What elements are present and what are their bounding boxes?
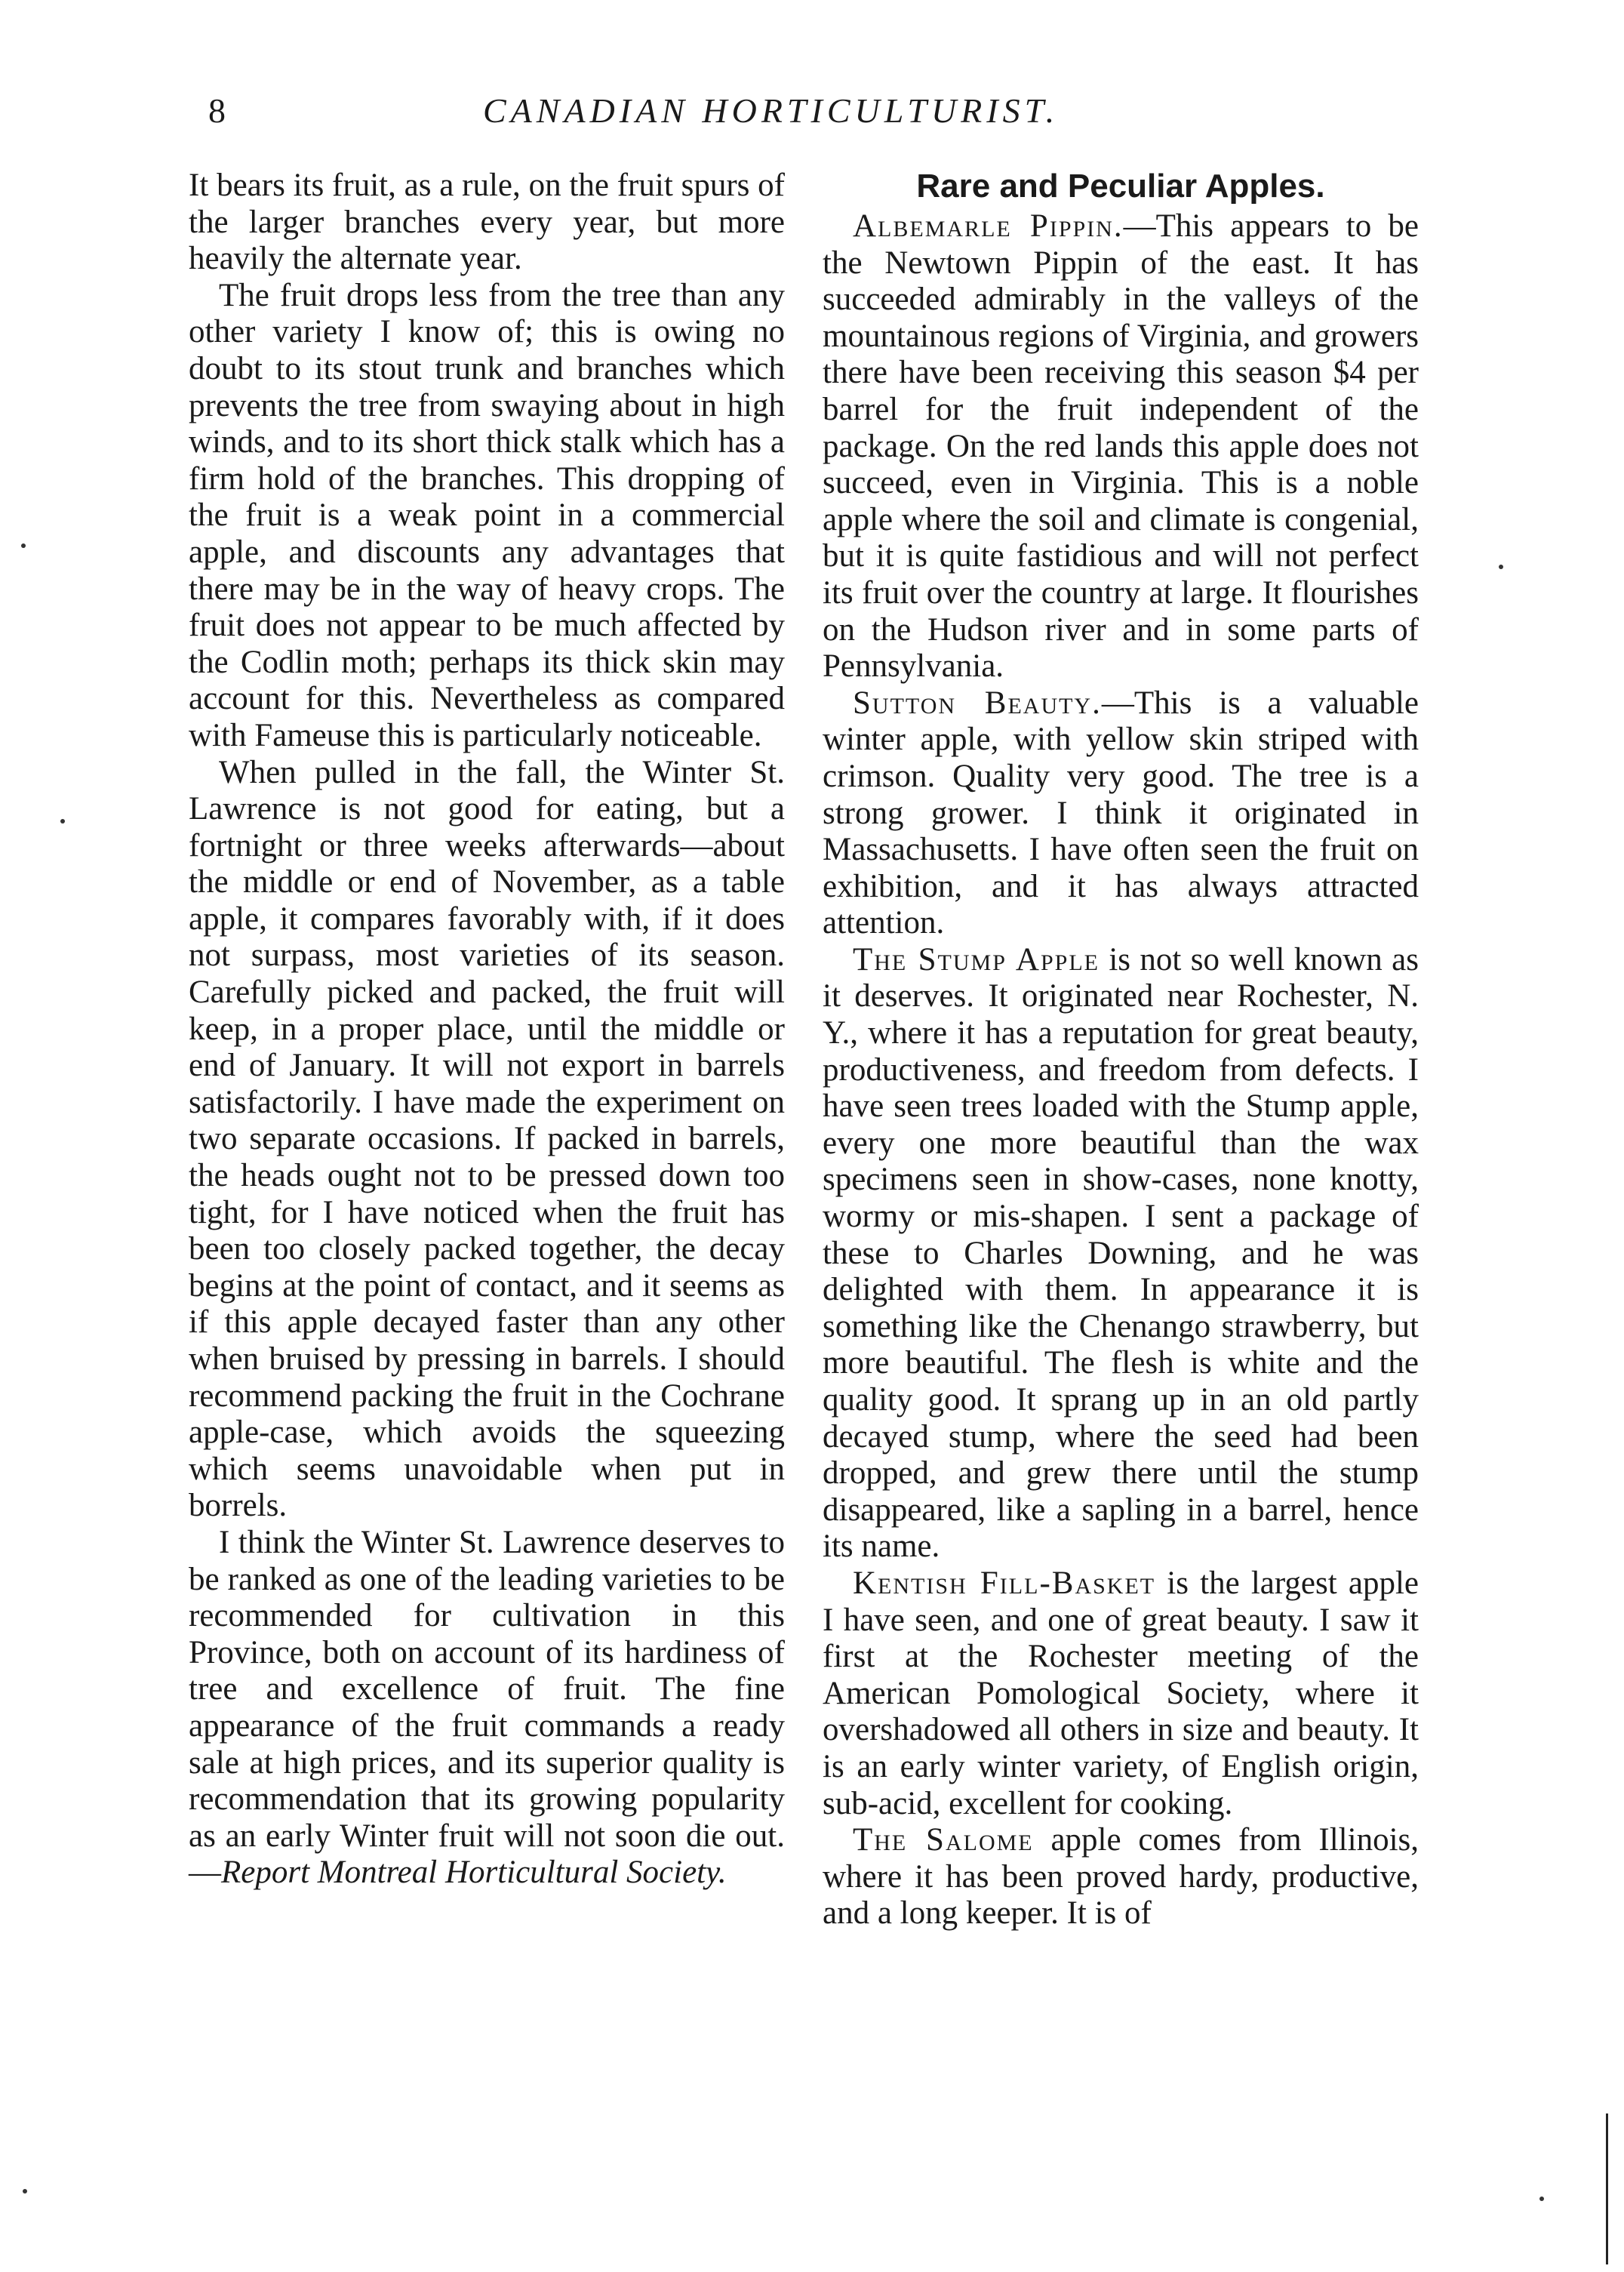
margin-speck [23, 2189, 27, 2193]
left-column [189, 168, 785, 1892]
margin-speck [60, 819, 65, 824]
apple-name-kentish: Kentish Fill-Basket [853, 1565, 1156, 1601]
apple-name-sutton: Sutton Beauty. [853, 685, 1102, 721]
margin-speck [1539, 2197, 1544, 2201]
apple-name-albemarle: Albemarle Pippin. [853, 208, 1124, 244]
paragraph-stump [823, 942, 1419, 1565]
apple-name-salome: The Salome [853, 1822, 1034, 1858]
paragraph-fruit-drops: The fruit drops less from the tree than any other variety I know of; this is owing no doubt to its stout trunk and branches which prevents the tree from swaying about in high winds, and to its short thick stalk which has a firm hold of the branches. This dropping of the fruit is a weak point in a commercial apple, and discounts any advantages that there may be in the way of heavy crops. The fruit does not appear to be much affected by the Codlin moth; perhaps its thick skin may account for this. Nevertheless as compared with Fameuse this is particularly noticeable. [189, 277, 785, 753]
salome-text: apple comes from Illinois, where it has been proved hardy, productive, and a long keeper. It is of [823, 1822, 1419, 1932]
citation: Report Montreal Horticultural Society. [221, 1855, 727, 1891]
page-header [0, 91, 1624, 151]
running-title: CANADIAN HORTICULTURIST. [483, 91, 1060, 130]
apple-name-stump: The Stump Apple [853, 941, 1100, 977]
right-column [823, 168, 1419, 1932]
paragraph-albemarle [823, 208, 1419, 685]
paragraph-conclusion [189, 1525, 785, 1892]
sutton-text: —This is a valuable winter apple, with yellow skin striped with crimson. Quality very good. The tree is a strong grower. I think it originated in Massachusetts. I have often seen the fruit on exhibition, and it has always attracted attention. [823, 685, 1419, 941]
margin-speck [21, 543, 26, 548]
scan-edge-line [1606, 2113, 1608, 2264]
page-number: 8 [208, 91, 226, 130]
stump-text: is not so well known as it deserves. It originated near Rochester, N. Y., where it has a reputation for great beauty, productiveness, and freedom from defects. I have seen trees loaded with the Stump apple, every one more beautiful than the wax specimens seen in show-cases, none knotty, wormy or mis-shapen. I sent a package of these to Charles Downing, and he was delighted with them. In appearance it is something like the Chenango strawberry, but more beautiful. The flesh is white and the quality good. It sprang up in an old partly decayed stump, where the seed had been dropped, and grew there until the stump disappeared, like a sapling in a barrel, hence its name. [823, 941, 1419, 1565]
kentish-text: is the largest apple I have seen, and one of great beauty. I saw it first at the Rochester meeting of the American Pomological Society, where it overshadowed all others in size and beauty. It is an early winter variety, of English origin, sub-acid, excellent for cooking. [823, 1565, 1419, 1821]
albemarle-text: —This appears to be the Newtown Pippin of the east. It has succeeded admirably in the valleys of the mountainous regions of Virginia, and growers there have been receiving this season $4 per barrel for the fruit independent of the package. On the red lands this apple does not succeed, even in Virginia. This is a noble apple where the soil and climate is congenial, but it is quite fastidious and will not perfect its fruit over the country at large. It flourishes on the Hudson river and in some parts of Pennsylvania. [823, 208, 1419, 685]
conclusion-text: I think the Winter St. Lawrence deserves to be ranked as one of the leading varieties to be recommended for cultivation in this Province, both on account of its hardiness of tree and excellence of fruit. The fine appearance of the fruit commands a ready sale at high prices, and its superior quality is recommendation that its growing popularity as an early Winter fruit will not soon die out.— [189, 1524, 785, 1891]
paragraph-kentish [823, 1565, 1419, 1822]
paragraph-salome [823, 1822, 1419, 1932]
section-heading: Rare and Peculiar Apples. [916, 168, 1325, 205]
paragraph-fruit-spurs: It bears its fruit, as a rule, on the fruit spurs of the larger branches every year, but more heavily the alternate year. [189, 168, 785, 277]
margin-speck [1499, 565, 1503, 569]
paragraph-when-pulled: When pulled in the fall, the Winter St. Lawrence is not good for eating, but a fortnight or three weeks afterwards—about the middle or end of November, as a table apple, it compares favorably with, if it does not surpass, most varieties of its season. Carefully picked and packed, the fruit will keep, in a proper place, until the middle or end of January. It will not export in barrels satisfactorily. I have made the experiment on two separate occasions. If packed in barrels, the heads ought not to be pressed down too tight, for I have noticed when the fruit has been too closely packed together, the decay begins at the point of contact, and it seems as if this apple decayed faster than any other when bruised by pressing in barrels. I should recommend packing the fruit in the Cochrane apple-case, which avoids the squeezing which seems unavoidable when put in borrels. [189, 754, 785, 1524]
paragraph-sutton [823, 685, 1419, 942]
